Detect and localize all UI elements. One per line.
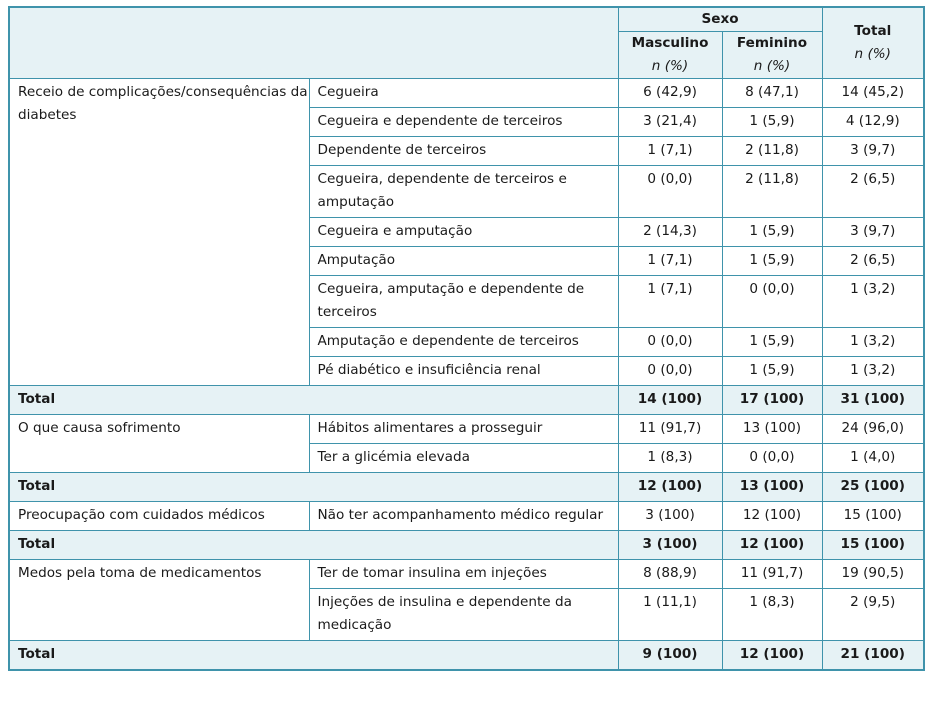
female-value-cell: 8 (47,1) — [722, 79, 822, 108]
total-value-cell: 1 (3,2) — [822, 276, 924, 328]
header-female-label: Feminino — [736, 35, 808, 51]
item-cell: Amputação e dependente de terceiros — [309, 328, 618, 357]
female-value-cell: 1 (5,9) — [722, 247, 822, 276]
total-label: Total — [9, 386, 618, 415]
item-cell: Dependente de terceiros — [309, 137, 618, 166]
header-total-unit: n (%) — [854, 46, 891, 62]
female-value-cell: 1 (5,9) — [722, 328, 822, 357]
header-male-label: Masculino — [631, 35, 709, 51]
total-total-cell: 15 (100) — [822, 531, 924, 560]
header-total-label: Total — [854, 23, 892, 39]
total-value-cell: 19 (90,5) — [822, 560, 924, 589]
female-value-cell: 2 (11,8) — [722, 137, 822, 166]
female-value-cell: 0 (0,0) — [722, 444, 822, 473]
total-value-cell: 4 (12,9) — [822, 108, 924, 137]
male-value-cell: 3 (21,4) — [618, 108, 722, 137]
female-value-cell: 12 (100) — [722, 502, 822, 531]
item-cell: Injeções de insulina e dependente da medicação — [309, 589, 618, 641]
total-value-cell: 2 (6,5) — [822, 247, 924, 276]
male-value-cell: 6 (42,9) — [618, 79, 722, 108]
female-value-cell: 1 (8,3) — [722, 589, 822, 641]
male-value-cell: 1 (11,1) — [618, 589, 722, 641]
table-row — [9, 560, 924, 589]
female-value-cell: 13 (100) — [722, 415, 822, 444]
total-value-cell: 1 (3,2) — [822, 357, 924, 386]
header-female-unit: n (%) — [753, 58, 791, 74]
male-value-cell: 1 (7,1) — [618, 276, 722, 328]
total-total-cell: 25 (100) — [822, 473, 924, 502]
total-male-cell: 12 (100) — [618, 473, 722, 502]
category-cell: O que causa sofrimento — [9, 415, 309, 473]
female-value-cell: 1 (5,9) — [722, 357, 822, 386]
female-value-cell: 1 (5,9) — [722, 108, 822, 137]
male-value-cell: 8 (88,9) — [618, 560, 722, 589]
item-cell: Ter a glicémia elevada — [309, 444, 618, 473]
male-value-cell: 1 (7,1) — [618, 247, 722, 276]
item-cell: Não ter acompanhamento médico regular — [309, 502, 618, 531]
female-value-cell: 0 (0,0) — [722, 276, 822, 328]
item-cell: Ter de tomar insulina em injeções — [309, 560, 618, 589]
table-row — [9, 79, 924, 108]
total-value-cell: 1 (4,0) — [822, 444, 924, 473]
total-label: Total — [9, 531, 618, 560]
item-cell: Hábitos alimentares a prosseguir — [309, 415, 618, 444]
category-cell: Receio de complicações/consequências da diabetes — [9, 79, 309, 386]
total-value-cell: 2 (9,5) — [822, 589, 924, 641]
male-value-cell: 2 (14,3) — [618, 218, 722, 247]
header-total — [822, 7, 924, 79]
data-table-container — [8, 6, 925, 671]
male-value-cell: 1 (7,1) — [618, 137, 722, 166]
item-cell: Pé diabético e insuficiência renal — [309, 357, 618, 386]
header-female — [722, 32, 822, 79]
female-value-cell: 1 (5,9) — [722, 218, 822, 247]
total-row — [9, 473, 924, 502]
total-value-cell: 3 (9,7) — [822, 218, 924, 247]
item-cell: Cegueira e amputação — [309, 218, 618, 247]
female-value-cell: 11 (91,7) — [722, 560, 822, 589]
total-male-cell: 14 (100) — [618, 386, 722, 415]
total-value-cell: 3 (9,7) — [822, 137, 924, 166]
total-value-cell: 14 (45,2) — [822, 79, 924, 108]
male-value-cell: 0 (0,0) — [618, 357, 722, 386]
total-row — [9, 386, 924, 415]
total-value-cell: 24 (96,0) — [822, 415, 924, 444]
male-value-cell: 0 (0,0) — [618, 166, 722, 218]
category-cell: Preocupação com cuidados médicos — [9, 502, 309, 531]
total-male-cell: 9 (100) — [618, 641, 722, 671]
male-value-cell: 3 (100) — [618, 502, 722, 531]
table-row — [9, 415, 924, 444]
total-value-cell: 2 (6,5) — [822, 166, 924, 218]
total-female-cell: 12 (100) — [722, 531, 822, 560]
total-total-cell: 21 (100) — [822, 641, 924, 671]
header-male — [618, 32, 722, 79]
total-total-cell: 31 (100) — [822, 386, 924, 415]
category-cell: Medos pela toma de medicamentos — [9, 560, 309, 641]
item-cell: Cegueira — [309, 79, 618, 108]
total-female-cell: 13 (100) — [722, 473, 822, 502]
header-male-unit: n (%) — [651, 58, 689, 74]
total-female-cell: 17 (100) — [722, 386, 822, 415]
male-value-cell: 0 (0,0) — [618, 328, 722, 357]
total-label: Total — [9, 641, 618, 671]
total-value-cell: 15 (100) — [822, 502, 924, 531]
total-male-cell: 3 (100) — [618, 531, 722, 560]
item-cell: Cegueira, amputação e dependente de terceiros — [309, 276, 618, 328]
total-female-cell: 12 (100) — [722, 641, 822, 671]
total-label: Total — [9, 473, 618, 502]
male-value-cell: 1 (8,3) — [618, 444, 722, 473]
item-cell: Cegueira, dependente de terceiros e amputação — [309, 166, 618, 218]
total-row — [9, 641, 924, 671]
header-row-1 — [9, 7, 924, 32]
item-cell: Amputação — [309, 247, 618, 276]
table-row — [9, 502, 924, 531]
total-value-cell: 1 (3,2) — [822, 328, 924, 357]
female-value-cell: 2 (11,8) — [722, 166, 822, 218]
total-row — [9, 531, 924, 560]
header-blank — [9, 7, 618, 79]
item-cell: Cegueira e dependente de terceiros — [309, 108, 618, 137]
results-table — [8, 6, 925, 671]
male-value-cell: 11 (91,7) — [618, 415, 722, 444]
header-sex-group: Sexo — [618, 7, 822, 32]
